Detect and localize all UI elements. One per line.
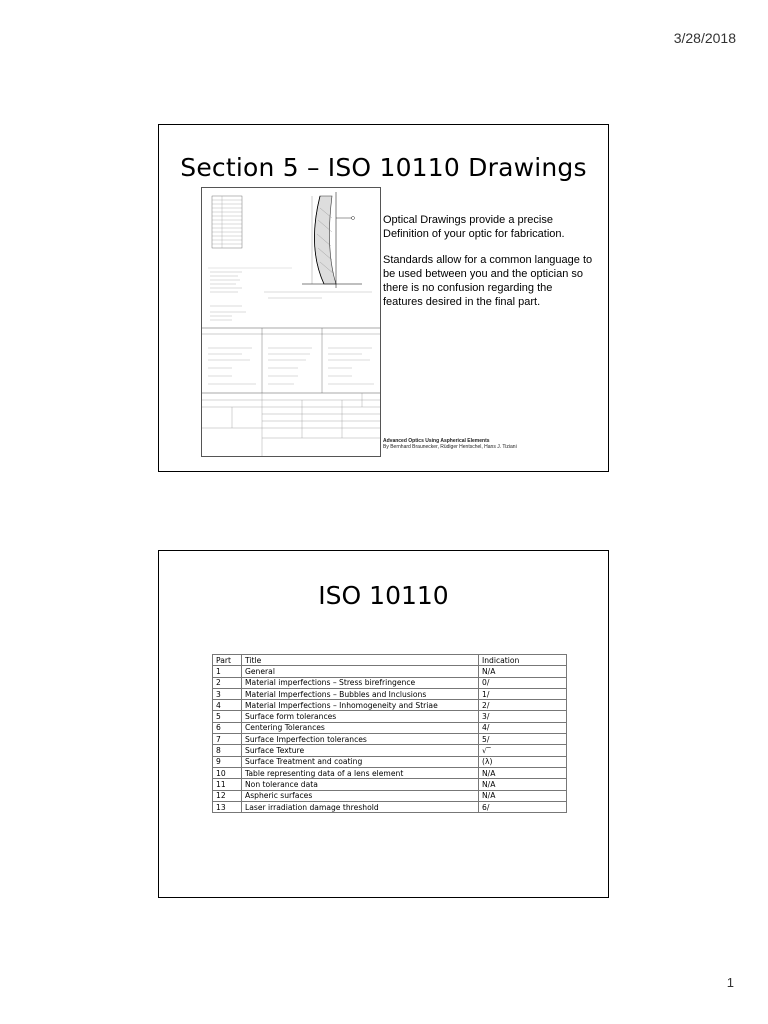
cell-indication: N/A (479, 666, 567, 677)
slide-iso-10110-parts (158, 550, 609, 898)
cell-part: 1 (213, 666, 242, 677)
table-row (213, 779, 567, 790)
table-row (213, 767, 567, 778)
cell-indication: 4/ (479, 722, 567, 733)
column-header-title: Title (242, 655, 479, 666)
table-row (213, 722, 567, 733)
cell-part: 11 (213, 779, 242, 790)
cell-indication: 0/ (479, 677, 567, 688)
cell-title: Surface Treatment and coating (242, 756, 479, 767)
table-header-row (213, 655, 567, 666)
paragraph-precise-definition: Optical Drawings provide a precise Definition of your optic for fabrication. (383, 214, 565, 240)
table-row (213, 688, 567, 699)
table-row (213, 700, 567, 711)
table-row (213, 666, 567, 677)
slide-iso-drawings (158, 124, 609, 472)
cell-part: 13 (213, 801, 242, 812)
citation-title: Advanced Optics Using Aspherical Elements (383, 438, 490, 444)
cell-title: Surface Texture (242, 745, 479, 756)
slide-body-text (383, 213, 593, 321)
iso-parts-table (212, 654, 567, 813)
cell-title: Non tolerance data (242, 779, 479, 790)
table-row (213, 756, 567, 767)
cell-indication: N/A (479, 779, 567, 790)
cell-part: 7 (213, 734, 242, 745)
slide-title: Section 5 – ISO 10110 Drawings (180, 153, 587, 182)
cell-part: 4 (213, 700, 242, 711)
cell-title: Aspheric surfaces (242, 790, 479, 801)
cell-indication: 5/ (479, 734, 567, 745)
cell-indication: N/A (479, 767, 567, 778)
table-row (213, 801, 567, 812)
cell-indication: (λ) (479, 756, 567, 767)
cell-title: General (242, 666, 479, 677)
table-row (213, 790, 567, 801)
page-date: 3/28/2018 (673, 30, 736, 46)
table-row (213, 677, 567, 688)
table-row (213, 734, 567, 745)
column-header-part: Part (213, 655, 242, 666)
cell-part: 12 (213, 790, 242, 801)
cell-indication: 3/ (479, 711, 567, 722)
cell-part: 2 (213, 677, 242, 688)
cell-indication: √‾ (479, 745, 567, 756)
cell-indication: 6/ (479, 801, 567, 812)
cell-indication: 1/ (479, 688, 567, 699)
cell-part: 3 (213, 688, 242, 699)
cell-part: 8 (213, 745, 242, 756)
cell-part: 5 (213, 711, 242, 722)
cell-title: Centering Tolerances (242, 722, 479, 733)
table-row (213, 711, 567, 722)
page-number: 1 (726, 975, 734, 990)
cell-indication: 2/ (479, 700, 567, 711)
iso-drawing-image (201, 187, 381, 457)
cell-part: 10 (213, 767, 242, 778)
citation-authors: By Bernhard Braunecker, Rüdiger Hentschel, Hans J. Tiziani (383, 444, 517, 450)
slide-title: ISO 10110 (318, 581, 449, 610)
cell-part: 6 (213, 722, 242, 733)
cell-title: Material Imperfections – Inhomogeneity and Striae (242, 700, 479, 711)
citation (383, 438, 517, 450)
cell-indication: N/A (479, 790, 567, 801)
cell-title: Surface Imperfection tolerances (242, 734, 479, 745)
cell-title: Material Imperfections – Bubbles and Inclusions (242, 688, 479, 699)
column-header-indication: Indication (479, 655, 567, 666)
cell-part: 9 (213, 756, 242, 767)
cell-title: Laser irradiation damage threshold (242, 801, 479, 812)
cell-title: Material imperfections – Stress birefringence (242, 677, 479, 688)
paragraph-common-language: Standards allow for a common language to be used between you and the optician so there is no confusion regarding the features desired in the final part. (383, 254, 593, 308)
cell-title: Surface form tolerances (242, 711, 479, 722)
lens-drawing-graphic (202, 188, 380, 456)
cell-title: Table representing data of a lens element (242, 767, 479, 778)
table-row (213, 745, 567, 756)
